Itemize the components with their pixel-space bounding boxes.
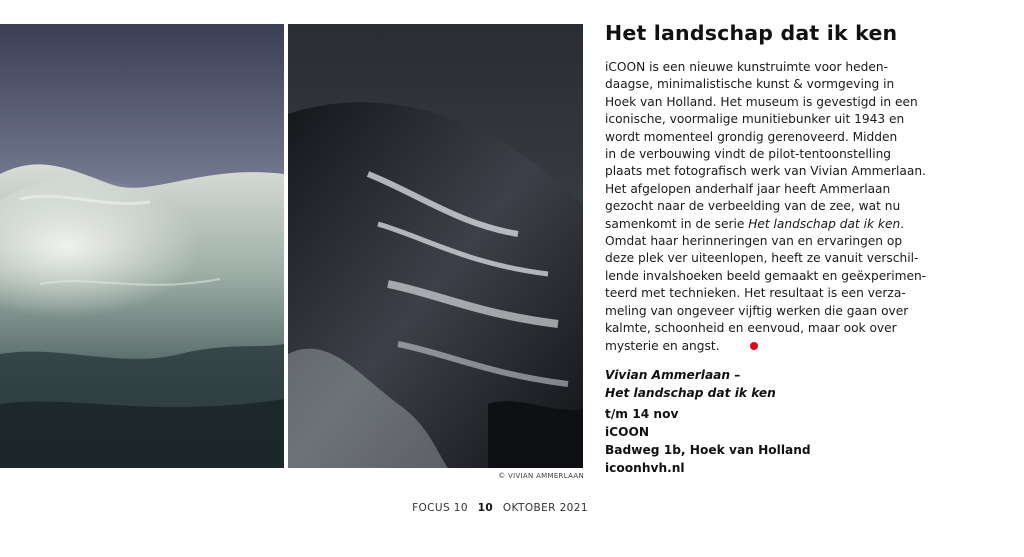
body-line: iconische, voormalige munitiebunker uit 1943 en [605, 112, 905, 127]
info-address: Badweg 1b, Hoek van Holland [605, 442, 811, 457]
body-line-last [605, 338, 915, 355]
wave-photo-color [0, 24, 284, 468]
photo-credit: © VIVIAN AMMERLAAN [498, 472, 584, 480]
article-title: Het landschap dat ik ken [605, 21, 898, 45]
body-line: in de verbouwing vindt de pilot-tentoonstelling [605, 147, 892, 162]
body-line: iCOON is een nieuwe kunstruimte voor heden- [605, 60, 888, 74]
info-venue: iCOON [605, 424, 650, 439]
body-line: lende invalshoeken beeld gemaakt en geëxperimen- [605, 268, 927, 283]
footer-issue: OKTOBER 2021 [502, 502, 588, 514]
body-line: teerd met technieken. Het resultaat is een verza- [605, 286, 906, 301]
body-line: Omdat haar herinneringen van en ervaringen op [605, 234, 903, 249]
page-footer [300, 502, 700, 514]
body-line: gezocht naar de verbeelding van de zee, wat nu [605, 199, 901, 214]
series-title-italic: Het landschap dat ik ken [748, 216, 901, 231]
wave-photo-bw [288, 24, 583, 468]
body-line-series [605, 216, 915, 233]
body-line: deze plek ver uiteenlopen, heeft ze vanuit verschil- [605, 251, 919, 266]
end-mark-dot-icon [750, 342, 758, 350]
body-line: meling van ongeveer vijftig werken die gaan over [605, 303, 909, 318]
footer-magazine: FOCUS 10 [412, 502, 468, 514]
info-website[interactable]: icoonhvh.nl [605, 460, 685, 475]
info-artist: Vivian Ammerlaan – [605, 367, 741, 382]
footer-page-number: 10 [477, 502, 494, 514]
info-dates: t/m 14 nov [605, 406, 679, 421]
info-exhibition-title: Het landschap dat ik ken [605, 385, 776, 400]
body-line: kalmte, schoonheid en eenvoud, maar ook over [605, 321, 897, 336]
body-text: mysterie en angst. [605, 338, 720, 353]
body-line: Hoek van Holland. Het museum is gevestigd in een [605, 94, 918, 109]
body-text: samenkomt in de serie [605, 216, 749, 231]
body-line: Het afgelopen anderhalf jaar heeft Ammerlaan [605, 181, 891, 196]
body-line: wordt momenteel grondig gerenoveerd. Midden [605, 129, 898, 144]
body-text: . [900, 216, 905, 231]
photo-right-wave [288, 24, 583, 468]
body-line: plaats met fotografisch werk van Vivian Ammerlaan. [605, 164, 926, 179]
article [605, 18, 927, 477]
article-body [605, 59, 927, 355]
exhibition-info [605, 366, 915, 477]
photo-left-wave [0, 24, 284, 468]
body-line: daagse, minimalistische kunst & vormgeving in [605, 77, 895, 92]
